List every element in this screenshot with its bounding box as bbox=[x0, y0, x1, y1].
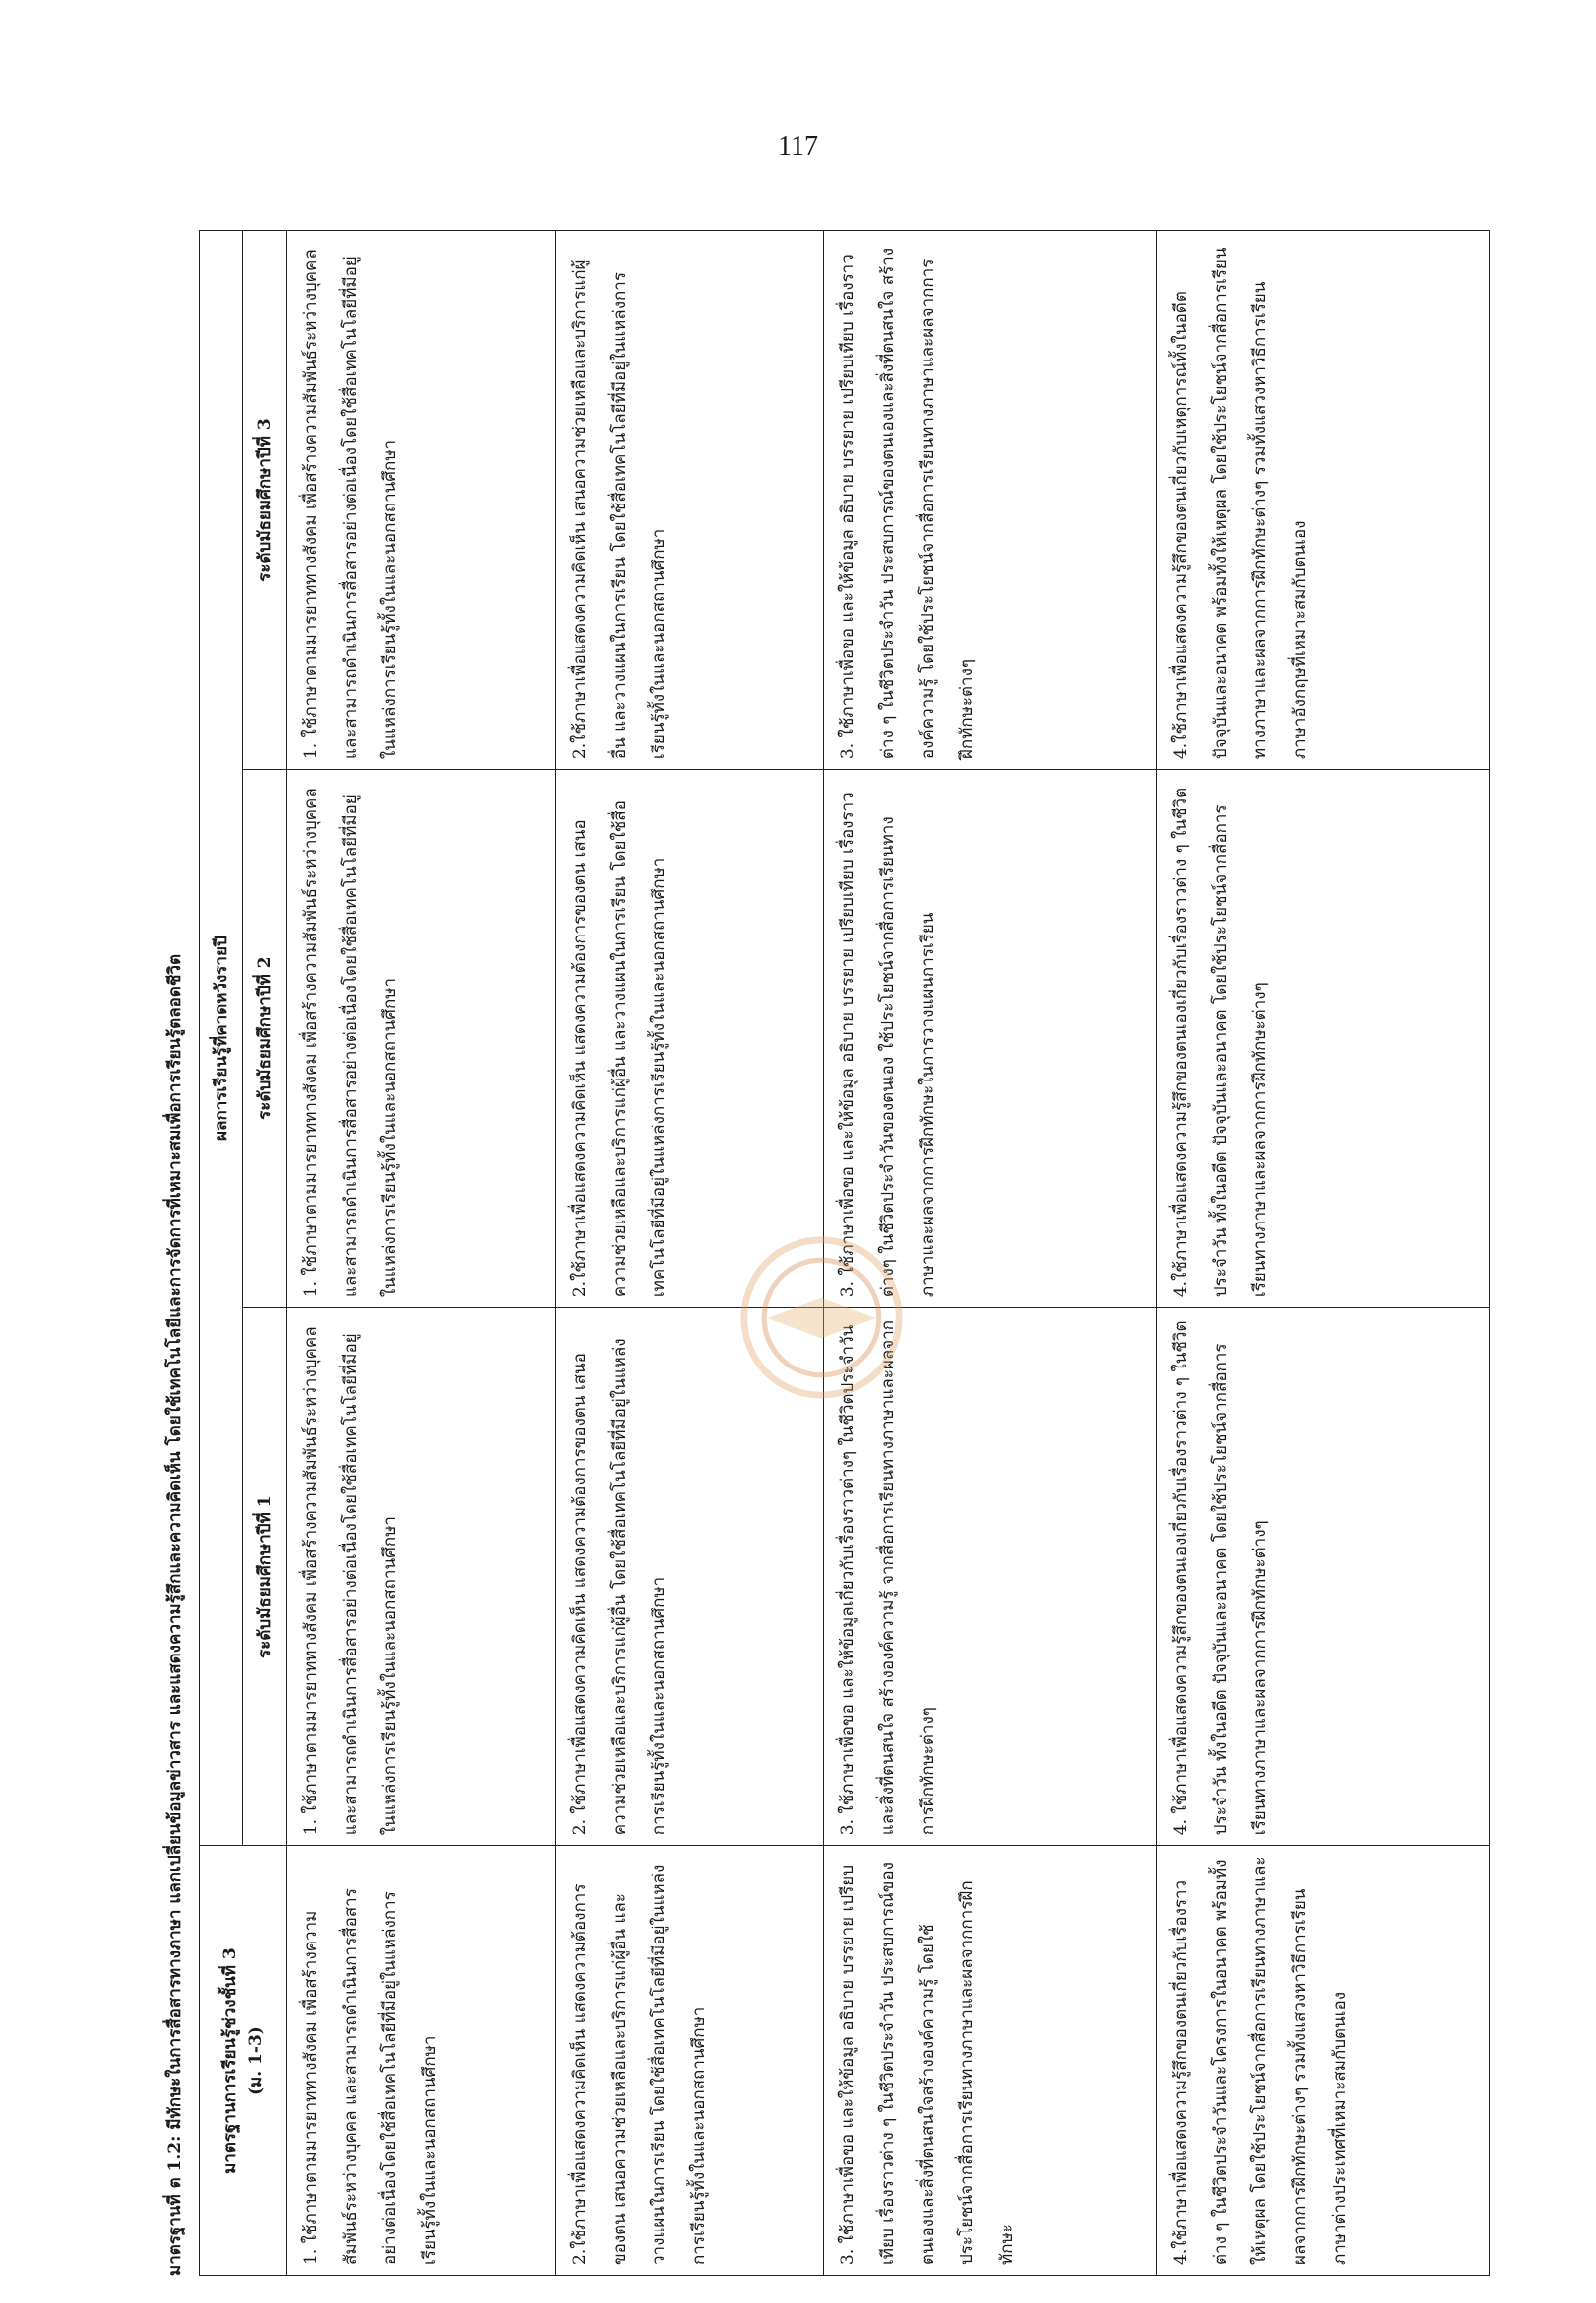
year3-cell: 3. ใช้ภาษาเพื่อขอ และให้ข้อมูล อธิบาย บรรยาย เปรียบเทียบ เรื่องราวต่าง ๆ ในชีวิตประจำวัน ประสบการณ์ของตนเองและสิ่งที่ตนสนใจ สร้างองค์ความรู้ โดยใช้ประโยชน์จากสื่อการเรียนทางภาษาและผลจากการฝึกทักษะต่างๆ bbox=[824, 231, 1157, 770]
year3-cell: 4.ใช้ภาษาเพื่อแสดงความรู้สึกของตนเกี่ยวกับเหตุการณ์ทั้งในอดีต ปัจจุบันและอนาคต พร้อมทั้งให้เหตุผล โดยใช้ประโยชน์จากสื่อการเรียนทางภาษาและผลจากการฝึกทักษะต่างๆ รวมทั้งแสวงหาวิธีการเรียนภาษาอังกฤษที่เหมาะสมกับตนเอง bbox=[1157, 231, 1490, 770]
table-row bbox=[1157, 231, 1490, 2276]
header-standard bbox=[200, 1846, 287, 2276]
year1-cell: 3. ใช้ภาษาเพื่อขอ และให้ข้อมูลเกี่ยวกับเรื่องราวต่างๆ ในชีวิตประจำวันและสิ่งที่ตนสนใจ สร้างองค์ความรู้ จากสื่อการเรียนทางภาษาและผลจากการฝึกทักษะต่างๆ bbox=[824, 1308, 1157, 1846]
header-standard-title: มาตรฐานการเรียนรู้ช่วงชั้นที่ 3 bbox=[219, 1947, 240, 2174]
year1-cell: 2. ใช้ภาษาเพื่อแสดงความคิดเห็น แสดงความต้องการของตน เสนอความช่วยเหลือและบริการแก่ผู้อื่น โดยใช้สื่อเทคโนโลยีที่มีอยู่ในแหล่งการเรียนรู้ทั้งในและนอกสถานศึกษา bbox=[555, 1308, 824, 1846]
rotated-page-content bbox=[151, 230, 1502, 2276]
year1-cell: 4. ใช้ภาษาเพื่อแสดงความรู้สึกของตนเองเกี่ยวกับเรื่องราวต่าง ๆ ในชีวิตประจำวัน ทั้งในอดีต ปัจจุบันและอนาคต โดยใช้ประโยชน์จากสื่อการเรียนทางภาษาและผลจากการฝึกทักษะต่างๆ bbox=[1157, 1308, 1490, 1846]
header-year-3: ระดับมัธยมศึกษาปีที่ 3 bbox=[243, 231, 287, 770]
standard-heading: มาตรฐานที่ ต 1.2: มีทักษะในการสื่อสารทางภาษา แลกเปลี่ยนข้อมูลข่าวสาร และแสดงความรู้สึกและความคิดเห็น โดยใช้เทคโนโลยีและการจัดการที่เหมาะสมเพื่อการเรียนรู้ตลอดชีวิต bbox=[165, 953, 185, 2276]
header-year-1: ระดับมัธยมศึกษาปีที่ 1 bbox=[243, 1308, 287, 1846]
year3-cell: 2.ใช้ภาษาเพื่อแสดงความคิดเห็น เสนอความช่วยเหลือและบริการแก่ผู้อื่น และวางแผนในการเรียน โดยใช้สื่อเทคโนโลยีที่มีอยู่ในแหล่งการเรียนรู้ทั้งในและนอกสถานศึกษา bbox=[555, 231, 824, 770]
year2-cell: 1. ใช้ภาษาตามมารยาททางสังคม เพื่อสร้างความสัมพันธ์ระหว่างบุคคล และสามารถดำเนินการสื่อสารอย่างต่อเนื่องโดยใช้สื่อเทคโนโลยีที่มีอยู่ในแหล่งการเรียนรู้ทั้งในและนอกสถานศึกษา bbox=[287, 770, 556, 1308]
header-standard-sub: (ม. 1-3) bbox=[245, 2026, 266, 2096]
table-row bbox=[287, 231, 556, 2276]
year2-cell: 4.ใช้ภาษาเพื่อแสดงความรู้สึกของตนเองเกี่ยวกับเรื่องราวต่าง ๆ ในชีวิตประจำวัน ทั้งในอดีต ปัจจุบันและอนาคต โดยใช้ประโยชน์จากสื่อการเรียนทางภาษาและผลจากการฝึกทักษะต่างๆ bbox=[1157, 770, 1490, 1308]
header-outcomes: ผลการเรียนรู้ที่คาดหวังรายปี bbox=[200, 231, 243, 1846]
standard-cell: 3. ใช้ภาษาเพื่อขอ และให้ข้อมูล อธิบาย บรรยาย เปรียบเทียบ เรื่องราวต่าง ๆ ในชีวิตประจำวัน ประสบการณ์ของตนเองและสิ่งที่ตนสนใจสร้างองค์ความรู้ โดยใช้ประโยชน์จากสื่อการเรียนทางภาษาและผลจากการฝึกทักษะ bbox=[824, 1846, 1157, 2276]
standard-cell: 4.ใช้ภาษาเพื่อแสดงความรู้สึกของตนเกี่ยวกับเรื่องราวต่าง ๆ ในชีวิตประจำวันและโครงการในอนาคต พร้อมทั้งให้เหตุผล โดยใช้ประโยชน์จากสื่อการเรียนทางภาษาและผลจากการฝึกทักษะต่างๆ รวมทั้งแสวงหาวิธีการเรียนภาษาต่างประเทศที่เหมาะสมกับตนเอง bbox=[1157, 1846, 1490, 2276]
emblem-watermark-icon bbox=[737, 1233, 906, 1402]
standard-cell: 2.ใช้ภาษาเพื่อแสดงความคิดเห็น แสดงความต้องการของตน เสนอความช่วยเหลือและบริการแก่ผู้อื่น และวางแผนในการเรียน โดยใช้สื่อเทคโนโลยีที่มีอยู่ในแหล่งการเรียนรู้ทั้งในและนอกสถานศึกษา bbox=[555, 1846, 824, 2276]
page-number: 117 bbox=[778, 131, 818, 162]
year1-cell: 1. ใช้ภาษาตามมารยาททางสังคม เพื่อสร้างความสัมพันธ์ระหว่างบุคคล และสามารถดำเนินการสื่อสารอย่างต่อเนื่องโดยใช้สื่อเทคโนโลยีที่มีอยู่ในแหล่งการเรียนรู้ทั้งในและนอกสถานศึกษา bbox=[287, 1308, 556, 1846]
header-year-2: ระดับมัธยมศึกษาปีที่ 2 bbox=[243, 770, 287, 1308]
standard-cell: 1. ใช้ภาษาตามมารยาททางสังคม เพื่อสร้างความสัมพันธ์ระหว่างบุคคล และสามารถดำเนินการสื่อสารอย่างต่อเนื่องโดยใช้สื่อเทคโนโลยีที่มีอยู่ในแหล่งการเรียนรู้ทั้งในและนอกสถานศึกษา bbox=[287, 1846, 556, 2276]
year3-cell: 1. ใช้ภาษาตามมารยาททางสังคม เพื่อสร้างความสัมพันธ์ระหว่างบุคคล และสามารถดำเนินการสื่อสารอย่างต่อเนื่องโดยใช้สื่อเทคโนโลยีที่มีอยู่ในแหล่งการเรียนรู้ทั้งในและนอกสถานศึกษา bbox=[287, 231, 556, 770]
year2-cell: 2.ใช้ภาษาเพื่อแสดงความคิดเห็น แสดงความต้องการของตน เสนอความช่วยเหลือและบริการแก่ผู้อื่น และวางแผนในการเรียน โดยใช้สื่อเทคโนโลยีที่มีอยู่ในแหล่งการเรียนรู้ทั้งในและนอกสถานศึกษา bbox=[555, 770, 824, 1308]
year2-cell: 3. ใช้ภาษาเพื่อขอ และให้ข้อมูล อธิบาย บรรยาย เปรียบเทียบ เรื่องราวต่างๆ ในชีวิตประจำวันของตนเอง ใช้ประโยชน์จากสื่อการเรียนทางภาษาและผลจากการฝึกทักษะในการวางแผนการเรียน bbox=[824, 770, 1157, 1308]
